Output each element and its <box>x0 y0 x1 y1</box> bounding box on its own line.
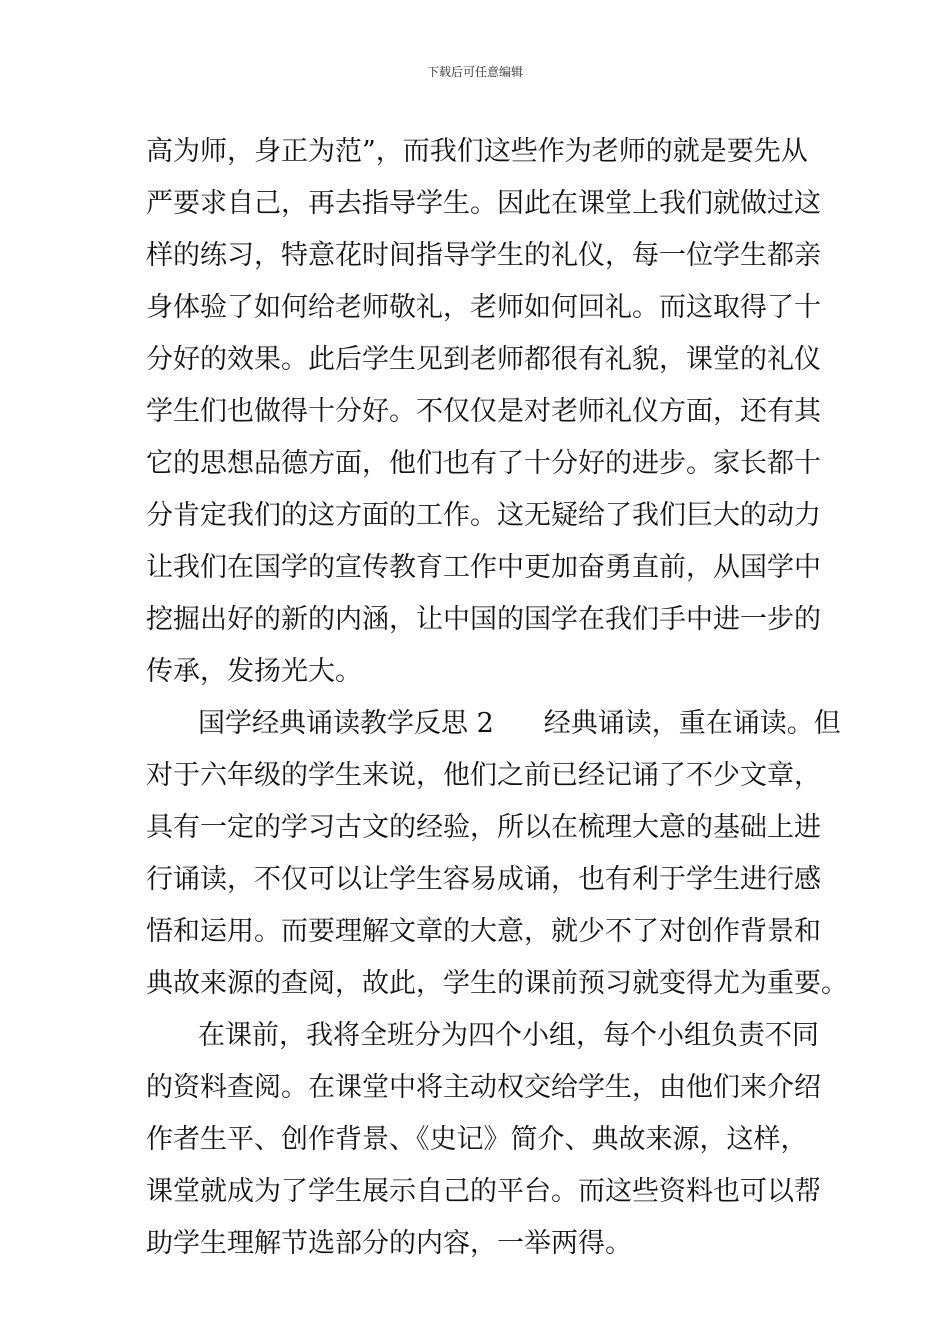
text-line: 行诵读，不仅可以让学生容易成诵，也有利于学生进行感 <box>146 864 821 895</box>
paragraph-1 <box>146 126 821 698</box>
text-line: 高为师，身正为范”，而我们这些作为老师的就是要先从 <box>146 136 808 167</box>
document-body <box>146 126 848 1270</box>
text-line: 分好的效果。此后学生见到老师都很有礼貌，课堂的礼仪 <box>146 344 821 375</box>
text-line: 在课前，我将全班分为四个小组，每个小组负责不同 <box>198 1020 819 1051</box>
text-line: 它的思想品德方面，他们也有了十分好的进步。家长都十 <box>146 448 821 479</box>
page-header: 下载后可任意编辑 <box>426 65 523 79</box>
text-line: 悟和运用。而要理解文章的大意，就少不了对创作背景和 <box>146 916 821 947</box>
paragraph-3 <box>146 1010 821 1270</box>
text-line: 传承，发扬光大。 <box>146 656 362 687</box>
text-line: 身体验了如何给老师敬礼，老师如何回礼。而这取得了十 <box>146 292 821 323</box>
text-line: 挖掘出好的新的内涵，让中国的国学在我们手中进一步的 <box>146 604 821 635</box>
text-line: 助学生理解节选部分的内容，一举两得。 <box>146 1228 632 1259</box>
text-line: 样的练习，特意花时间指导学生的礼仪，每一位学生都亲 <box>146 240 821 271</box>
text-line: 课堂就成为了学生展示自己的平台。而这些资料也可以帮 <box>146 1176 821 1207</box>
section-heading: 国学经典诵读教学反思 2 <box>198 708 494 739</box>
text-line: 作者生平、创作背景、《史记》简介、典故来源，这样， <box>146 1124 808 1155</box>
text-line: 具有一定的学习古文的经验，所以在梳理大意的基础上进 <box>146 812 821 843</box>
text-line: 学生们也做得十分好。不仅仅是对老师礼仪方面，还有其 <box>146 396 821 427</box>
text-span: 经典诵读，重在诵读。但 <box>543 708 841 739</box>
text-line: 典故来源的查阅，故此，学生的课前预习就变得尤为重要。 <box>146 968 848 999</box>
text-line: 的资料查阅。在课堂中将主动权交给学生，由他们来介绍 <box>146 1072 821 1103</box>
paragraph-2 <box>146 698 848 1010</box>
text-line: 让我们在国学的宣传教育工作中更加奋勇直前，从国学中 <box>146 552 821 583</box>
text-line: 分肯定我们的这方面的工作。这无疑给了我们巨大的动力 <box>146 500 821 531</box>
text-line: 对于六年级的学生来说，他们之前已经记诵了不少文章， <box>146 760 821 791</box>
text-line: 严要求自己，再去指导学生。因此在课堂上我们就做过这 <box>146 188 821 219</box>
text-line-with-heading <box>146 698 841 750</box>
